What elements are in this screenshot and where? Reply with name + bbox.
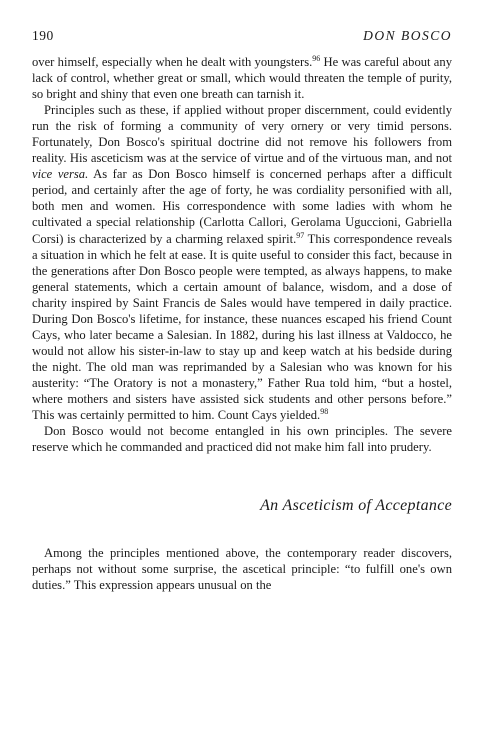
body-text bbox=[32, 54, 452, 455]
paragraph-2 bbox=[32, 102, 452, 423]
footnote-ref: 97 bbox=[296, 230, 305, 240]
footnote-ref: 98 bbox=[320, 406, 329, 416]
book-page bbox=[32, 28, 452, 593]
paragraph-text: This correspondence reveals a situation in which he felt at ease. It is quite useful to consider this fact, because in the generations after Don Bosco people were tempted, as always happens, to make general statements, which a certain amount of balance, wisdom, and a dose of charity inspired by Saint Francis de Sales would have tempered in daily practice. During Don Bosco's lifetime, for instance, these nuances escaped his friend Count Cays, who later became a Salesian. In 1882, during his last illness at Valdocco, he would not allow his sister-in-law to stay up and keep watch at his bedside during the night. The old man was reprimanded by a Salesian who was known for his austerity: “The Oratory is not a monastery,” Father Rua told him, “but a hostel, where mothers and sisters have assisted sick students and other persons before.” This was certainly permitted to him. Count Cays yielded. bbox=[32, 231, 453, 423]
paragraph-3 bbox=[32, 423, 452, 455]
paragraph-text: Among the principles mentioned above, the contemporary reader discovers, perhaps not without some surprise, the ascetical principle: “to fulfill one's own duties.” This expression appears unusual on the bbox=[32, 546, 452, 593]
paragraph-1 bbox=[32, 54, 452, 102]
section-heading: An Asceticism of Acceptance bbox=[260, 497, 452, 515]
running-head bbox=[32, 28, 452, 44]
page-number: 190 bbox=[32, 28, 54, 43]
paragraph-text: over himself, especially when he dealt with youngsters. bbox=[32, 55, 313, 69]
running-title: DON BOSCO bbox=[363, 28, 452, 43]
paragraph-4 bbox=[32, 545, 452, 593]
paragraph-text: He was careful about any lack of control, whether great or small, which would threaten the temple of purity, so bright and shiny that even one breath can tarnish it. bbox=[32, 55, 452, 102]
paragraph-text: As far as Don Bosco himself is concerned perhaps after a difficult period, and certainly after the age of forty, he was cordiality personified with all, both men and women. His correspondence with some ladies with whom he cultivated a special relationship (Carlotta Callori, Gerolama Uguccioni, Gabriella Corsi) is characterized by a charming relaxed spirit. bbox=[32, 167, 452, 246]
body-text-continued bbox=[32, 545, 452, 593]
paragraph-text: Principles such as these, if applied without proper discernment, could evidently run the risk of forming a community of very ornery or very timid persons. Fortunately, Don Bosco's spiritual doctrine did not remove his followers from reality. His asceticism was at the service of virtue and of the virtuous man, and not bbox=[32, 103, 452, 166]
footnote-ref: 96 bbox=[312, 53, 321, 63]
italic-phrase: vice versa. bbox=[32, 167, 89, 182]
paragraph-text: Don Bosco would not become entangled in his own principles. The severe reserve which he commanded and practiced did not make him fall into prudery. bbox=[32, 424, 452, 455]
